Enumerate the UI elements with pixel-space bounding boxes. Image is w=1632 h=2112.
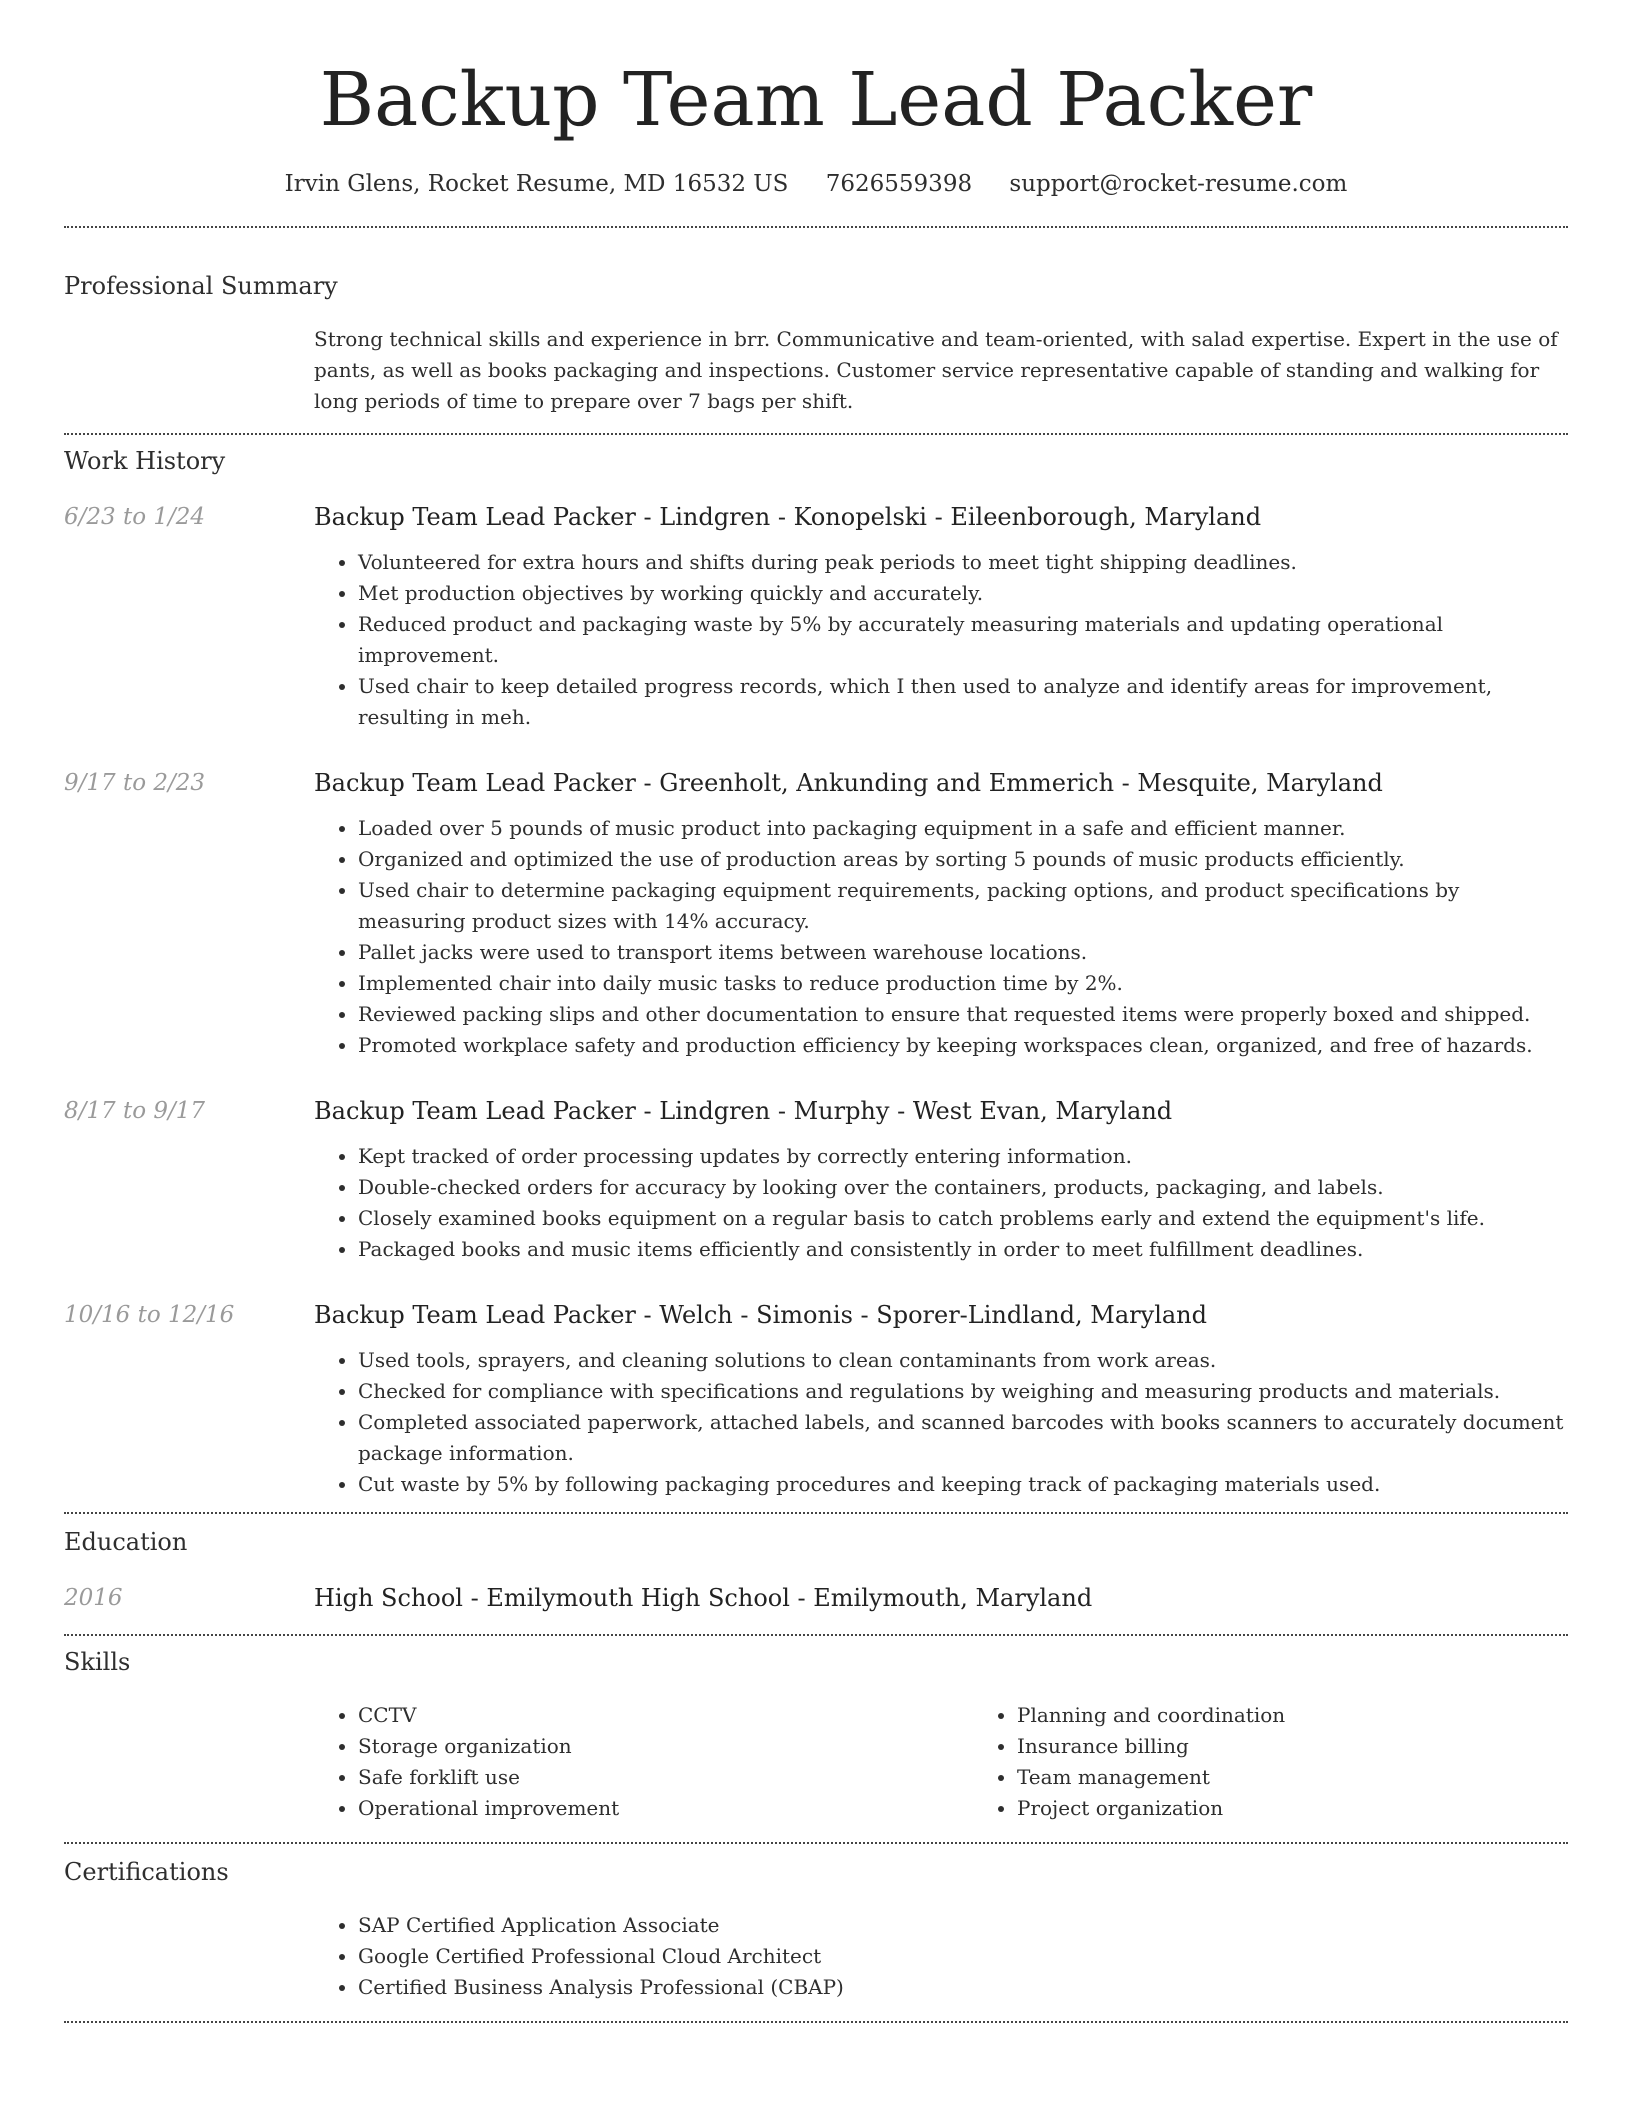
skills-grid xyxy=(314,1700,1632,1824)
job-bullet: • Kept tracked of order processing updates by correctly entering information. xyxy=(358,1141,1568,1172)
job-heading: Backup Team Lead Packer - Welch - Simonis - Sporer-Lindland, Maryland xyxy=(314,1301,1207,1329)
skill-item: • Project organization xyxy=(1017,1793,1632,1824)
job-details xyxy=(314,501,1568,733)
job-entry xyxy=(64,1095,1568,1265)
job-entry xyxy=(64,501,1568,733)
section-divider xyxy=(64,226,1568,228)
job-bullets xyxy=(314,1345,1568,1500)
skill-item: • CCTV xyxy=(358,1700,973,1731)
job-entry xyxy=(64,767,1568,1061)
job-bullets xyxy=(314,1141,1568,1265)
job-bullet: • Implemented chair into daily music tasks to reduce production time by 2%. xyxy=(358,968,1568,999)
job-bullet: • Packaged books and music items efficiently and consistently in order to meet fulfillment deadlines. xyxy=(358,1234,1568,1265)
certification-item: • Google Certified Professional Cloud Architect xyxy=(358,1941,1568,1972)
job-bullet: • Used chair to determine packaging equipment requirements, packing options, and product specifications by measuring product sizes with 14% accuracy. xyxy=(358,875,1568,937)
job-details xyxy=(314,767,1568,1061)
skill-item: • Team management xyxy=(1017,1762,1632,1793)
job-bullet: • Used chair to keep detailed progress records, which I then used to analyze and identify areas for improvement, resulting in meh. xyxy=(358,671,1568,733)
education-section-title: Education xyxy=(64,1528,188,1556)
resume-name: Backup Team Lead Packer xyxy=(319,57,1313,143)
job-heading: Backup Team Lead Packer - Lindgren - Konopelski - Eileenborough, Maryland xyxy=(314,503,1262,531)
job-dates: 8/17 to 9/17 xyxy=(64,1098,206,1124)
section-divider xyxy=(64,1512,1568,1514)
certifications-section-title: Certifications xyxy=(64,1858,229,1886)
job-bullet: • Reduced product and packaging waste by 5% by accurately measuring materials and updating operational improvement. xyxy=(358,609,1568,671)
summary-row xyxy=(64,324,1568,417)
job-dates: 10/16 to 12/16 xyxy=(64,1302,235,1328)
job-bullet: • Completed associated paperwork, attached labels, and scanned barcodes with books scanners to accurately document package information. xyxy=(358,1407,1568,1469)
education-entry xyxy=(64,1582,1568,1614)
contact-line xyxy=(64,168,1568,200)
skills-list-right xyxy=(973,1700,1632,1824)
job-bullet: • Pallet jacks were used to transport items between warehouse locations. xyxy=(358,937,1568,968)
skills-left-spacer xyxy=(64,1700,314,1824)
certification-item: • SAP Certified Application Associate xyxy=(358,1910,1568,1941)
contact-email: support@rocket-resume.com xyxy=(1009,171,1348,197)
job-bullet: • Used tools, sprayers, and cleaning solutions to clean contaminants from work areas. xyxy=(358,1345,1568,1376)
job-dates: 9/17 to 2/23 xyxy=(64,770,206,796)
education-year: 2016 xyxy=(64,1585,123,1611)
certification-item: • Certified Business Analysis Professional (CBAP) xyxy=(358,1972,1568,2003)
section-divider xyxy=(64,433,1568,435)
job-bullets xyxy=(314,547,1568,733)
job-bullet: • Organized and optimized the use of production areas by sorting 5 pounds of music products efficiently. xyxy=(358,844,1568,875)
skills-list-left xyxy=(314,1700,973,1824)
contact-address: Irvin Glens, Rocket Resume, MD 16532 US xyxy=(284,171,789,197)
summary-left-spacer xyxy=(64,324,314,417)
certifications-row xyxy=(64,1910,1568,2003)
certifications-left-spacer xyxy=(64,1910,314,2003)
job-bullet: • Met production objectives by working quickly and accurately. xyxy=(358,578,1568,609)
section-divider xyxy=(64,2021,1568,2023)
job-bullet: • Promoted workplace safety and production efficiency by keeping workspaces clean, organized, and free of hazards. xyxy=(358,1030,1568,1061)
job-bullet: • Closely examined books equipment on a regular basis to catch problems early and extend the equipment's life. xyxy=(358,1203,1568,1234)
job-bullet: • Cut waste by 5% by following packaging procedures and keeping track of packaging materials used. xyxy=(358,1469,1568,1500)
contact-phone: 7626559398 xyxy=(825,171,973,197)
job-bullet: • Loaded over 5 pounds of music product into packaging equipment in a safe and efficient manner. xyxy=(358,813,1568,844)
job-details xyxy=(314,1299,1568,1500)
job-dates: 6/23 to 1/24 xyxy=(64,504,206,530)
job-bullet: • Volunteered for extra hours and shifts during peak periods to meet tight shipping deadlines. xyxy=(358,547,1568,578)
summary-section-title: Professional Summary xyxy=(64,272,338,300)
job-entry xyxy=(64,1299,1568,1500)
skills-section-title: Skills xyxy=(64,1648,131,1676)
skill-item: • Insurance billing xyxy=(1017,1731,1632,1762)
skills-row xyxy=(64,1700,1568,1824)
skill-item: • Safe forklift use xyxy=(358,1762,973,1793)
skill-item: • Planning and coordination xyxy=(1017,1700,1632,1731)
job-bullet: • Checked for compliance with specifications and regulations by weighing and measuring products and materials. xyxy=(358,1376,1568,1407)
skill-item: • Storage organization xyxy=(358,1731,973,1762)
section-divider xyxy=(64,1842,1568,1844)
job-bullet: • Reviewed packing slips and other documentation to ensure that requested items were properly boxed and shipped. xyxy=(358,999,1568,1030)
education-heading: High School - Emilymouth High School - Emilymouth, Maryland xyxy=(314,1584,1093,1612)
skill-item: • Operational improvement xyxy=(358,1793,973,1824)
summary-text: Strong technical skills and experience in brr. Communicative and team-oriented, with salad expertise. Expert in the use of pants, as well as books packaging and inspections. Customer service representative capable of standing and walking for long periods of time to prepare over 7 bags per shift. xyxy=(314,327,1558,413)
section-divider xyxy=(64,1634,1568,1636)
certifications-list-wrap xyxy=(314,1910,1568,2003)
job-heading: Backup Team Lead Packer - Greenholt, Ankunding and Emmerich - Mesquite, Maryland xyxy=(314,769,1383,797)
certifications-list xyxy=(314,1910,1568,2003)
job-bullets xyxy=(314,813,1568,1061)
job-heading: Backup Team Lead Packer - Lindgren - Murphy - West Evan, Maryland xyxy=(314,1097,1173,1125)
job-bullet: • Double-checked orders for accuracy by looking over the containers, products, packaging, and labels. xyxy=(358,1172,1568,1203)
work-section-title: Work History xyxy=(64,447,226,475)
job-details xyxy=(314,1095,1568,1265)
